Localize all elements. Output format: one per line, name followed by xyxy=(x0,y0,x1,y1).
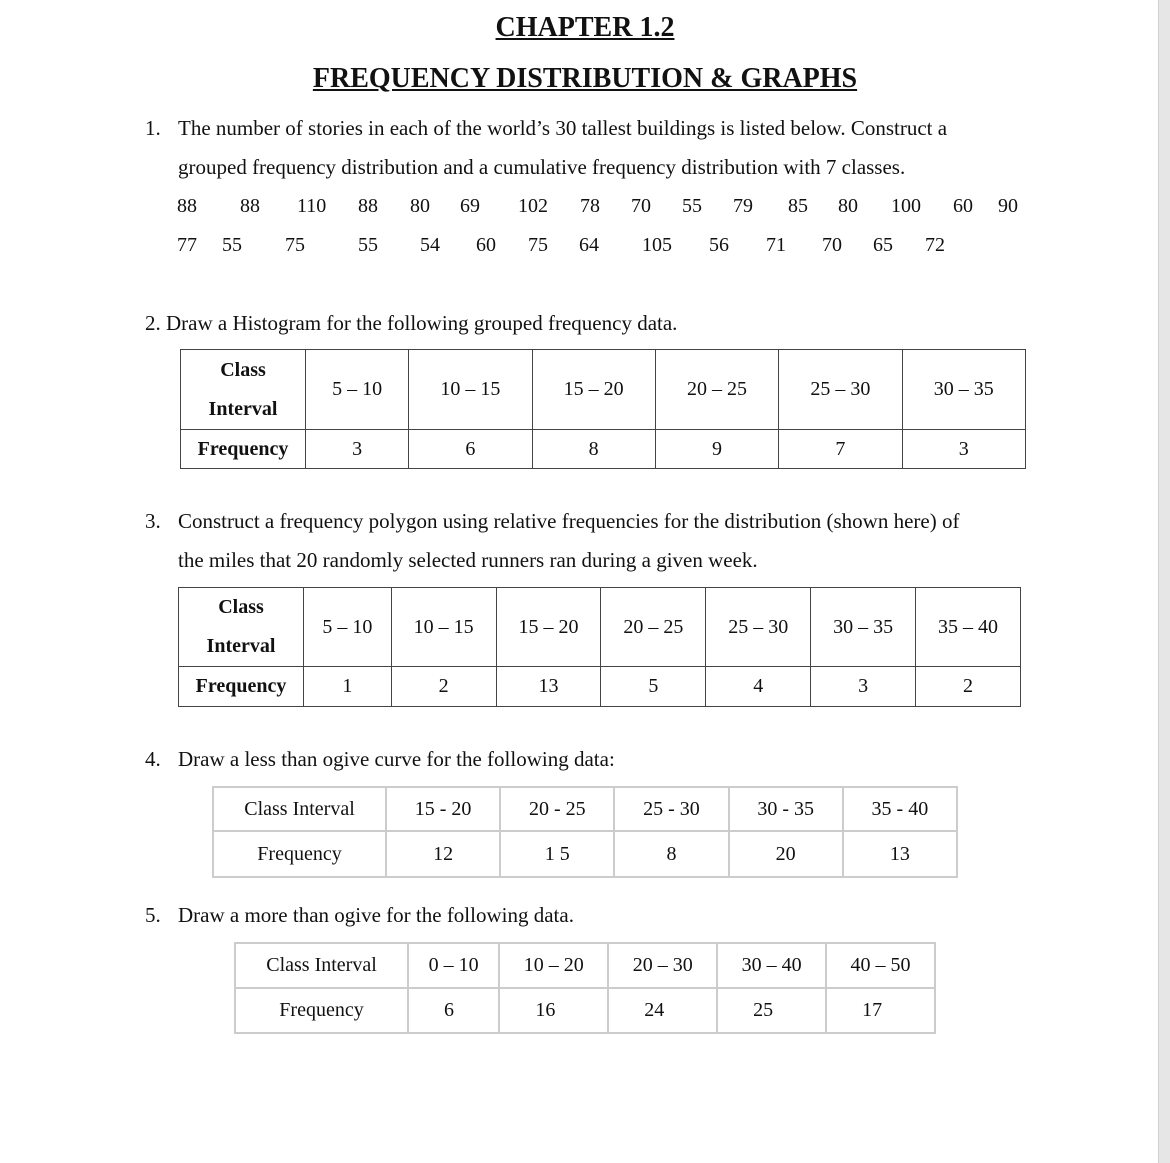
class-interval-cell: 10 – 15 xyxy=(391,588,496,667)
data-value: 56 xyxy=(709,234,729,256)
class-interval-cell: 5 – 10 xyxy=(304,588,392,667)
frequency-cell: 13 xyxy=(496,667,601,707)
class-interval-cell: 35 - 40 xyxy=(843,787,957,831)
q5-text: Draw a more than ogive for the following data. xyxy=(178,903,574,927)
class-interval-cell: 25 - 30 xyxy=(614,787,728,831)
class-interval-cell: 10 – 20 xyxy=(499,943,608,988)
frequency-cell: 3 xyxy=(902,430,1025,469)
frequency-cell: 13 xyxy=(843,831,957,877)
data-value: 75 xyxy=(528,234,548,256)
frequency-cell: 1 5 xyxy=(500,831,614,877)
data-value: 90 xyxy=(998,195,1018,217)
data-value: 75 xyxy=(285,234,305,256)
q2-table xyxy=(180,349,1026,469)
frequency-cell: 20 xyxy=(729,831,843,877)
data-value: 88 xyxy=(240,195,260,217)
q4-number: 4. xyxy=(145,747,161,771)
page-edge xyxy=(1158,0,1170,1163)
data-value: 55 xyxy=(682,195,702,217)
class-interval-cell: 20 – 30 xyxy=(608,943,717,988)
frequency-cell: 6 xyxy=(408,988,499,1033)
q4-text: Draw a less than ogive curve for the following data: xyxy=(178,747,615,771)
data-value: 71 xyxy=(766,234,786,256)
frequency-cell: 12 xyxy=(386,831,500,877)
class-interval-cell: 15 - 20 xyxy=(386,787,500,831)
data-value: 55 xyxy=(222,234,242,256)
data-value: 54 xyxy=(420,234,440,256)
data-value: 88 xyxy=(177,195,197,217)
frequency-cell: 2 xyxy=(916,667,1021,707)
class-interval-cell: 10 – 15 xyxy=(409,350,532,430)
chapter-subtitle: FREQUENCY DISTRIBUTION & GRAPHS xyxy=(312,63,858,94)
chapter-title: CHAPTER 1.2 xyxy=(495,12,675,43)
class-interval-cell: 25 – 30 xyxy=(706,588,811,667)
data-value: 65 xyxy=(873,234,893,256)
frequency-cell: 8 xyxy=(614,831,728,877)
frequency-cell: 1 xyxy=(304,667,392,707)
class-interval-cell: 5 – 10 xyxy=(306,350,409,430)
interval-header: Interval xyxy=(208,397,278,420)
class-interval-cell: 30 – 35 xyxy=(811,588,916,667)
frequency-cell: 5 xyxy=(601,667,706,707)
class-interval-cell: 20 – 25 xyxy=(601,588,706,667)
class-interval-cell: 20 – 25 xyxy=(655,350,778,430)
data-value: 60 xyxy=(476,234,496,256)
q2-text: 2. Draw a Histogram for the following grouped frequency data. xyxy=(145,311,678,335)
frequency-cell: 16 xyxy=(499,988,608,1033)
data-value: 88 xyxy=(358,195,378,217)
q3-number: 3. xyxy=(145,509,161,533)
class-interval-cell: 35 – 40 xyxy=(916,588,1021,667)
class-header: Class xyxy=(218,596,264,618)
data-value: 105 xyxy=(642,234,672,256)
q1-text-line1: The number of stories in each of the world’s 30 tallest buildings is listed below. Construct a xyxy=(178,116,948,140)
class-interval-cell: 30 – 40 xyxy=(717,943,826,988)
frequency-header: Frequency xyxy=(181,430,306,469)
class-interval-cell: 15 – 20 xyxy=(496,588,601,667)
q1-number: 1. xyxy=(145,116,161,140)
class-header: Class xyxy=(220,358,266,381)
frequency-cell: 4 xyxy=(706,667,811,707)
q1-text-line2: grouped frequency distribution and a cumulative frequency distribution with 7 classes. xyxy=(178,155,906,179)
q5-number: 5. xyxy=(145,903,161,927)
frequency-cell: 7 xyxy=(779,430,902,469)
frequency-cell: 24 xyxy=(608,988,717,1033)
data-value: 55 xyxy=(358,234,378,256)
class-interval-cell: 40 – 50 xyxy=(826,943,935,988)
frequency-cell: 17 xyxy=(826,988,935,1033)
frequency-cell: 3 xyxy=(306,430,409,469)
class-interval-cell: 25 – 30 xyxy=(779,350,902,430)
data-value: 80 xyxy=(410,195,430,217)
data-value: 70 xyxy=(822,234,842,256)
q5-table xyxy=(234,942,936,1034)
frequency-header: Frequency xyxy=(235,988,408,1033)
frequency-cell: 6 xyxy=(409,430,532,469)
data-value: 77 xyxy=(177,234,197,256)
frequency-cell: 8 xyxy=(532,430,655,469)
frequency-cell: 3 xyxy=(811,667,916,707)
data-value: 69 xyxy=(460,195,480,217)
frequency-header: Frequency xyxy=(179,667,304,707)
q3-table xyxy=(178,587,1021,707)
data-value: 64 xyxy=(579,234,599,256)
frequency-cell: 9 xyxy=(655,430,778,469)
class-interval-header: Class Interval xyxy=(235,943,408,988)
data-value: 110 xyxy=(297,195,327,217)
class-interval-cell: 30 – 35 xyxy=(902,350,1025,430)
interval-header: Interval xyxy=(206,635,276,657)
data-value: 72 xyxy=(925,234,945,256)
data-value: 79 xyxy=(733,195,753,217)
q4-table xyxy=(212,786,958,878)
class-interval-cell: 15 – 20 xyxy=(532,350,655,430)
frequency-cell: 25 xyxy=(717,988,826,1033)
data-value: 80 xyxy=(838,195,858,217)
class-interval-cell: 30 - 35 xyxy=(729,787,843,831)
frequency-header: Frequency xyxy=(213,831,386,877)
data-value: 85 xyxy=(788,195,808,217)
data-value: 102 xyxy=(518,195,548,217)
q3-text-line2: the miles that 20 randomly selected runners ran during a given week. xyxy=(178,548,758,572)
class-interval-header: Class Interval xyxy=(213,787,386,831)
class-interval-cell: 0 – 10 xyxy=(408,943,499,988)
data-value: 60 xyxy=(953,195,973,217)
data-value: 78 xyxy=(580,195,600,217)
data-value: 100 xyxy=(891,195,921,217)
q3-text-line1: Construct a frequency polygon using relative frequencies for the distribution (shown here) of xyxy=(178,509,960,533)
class-interval-cell: 20 - 25 xyxy=(500,787,614,831)
data-value: 70 xyxy=(631,195,651,217)
frequency-cell: 2 xyxy=(391,667,496,707)
